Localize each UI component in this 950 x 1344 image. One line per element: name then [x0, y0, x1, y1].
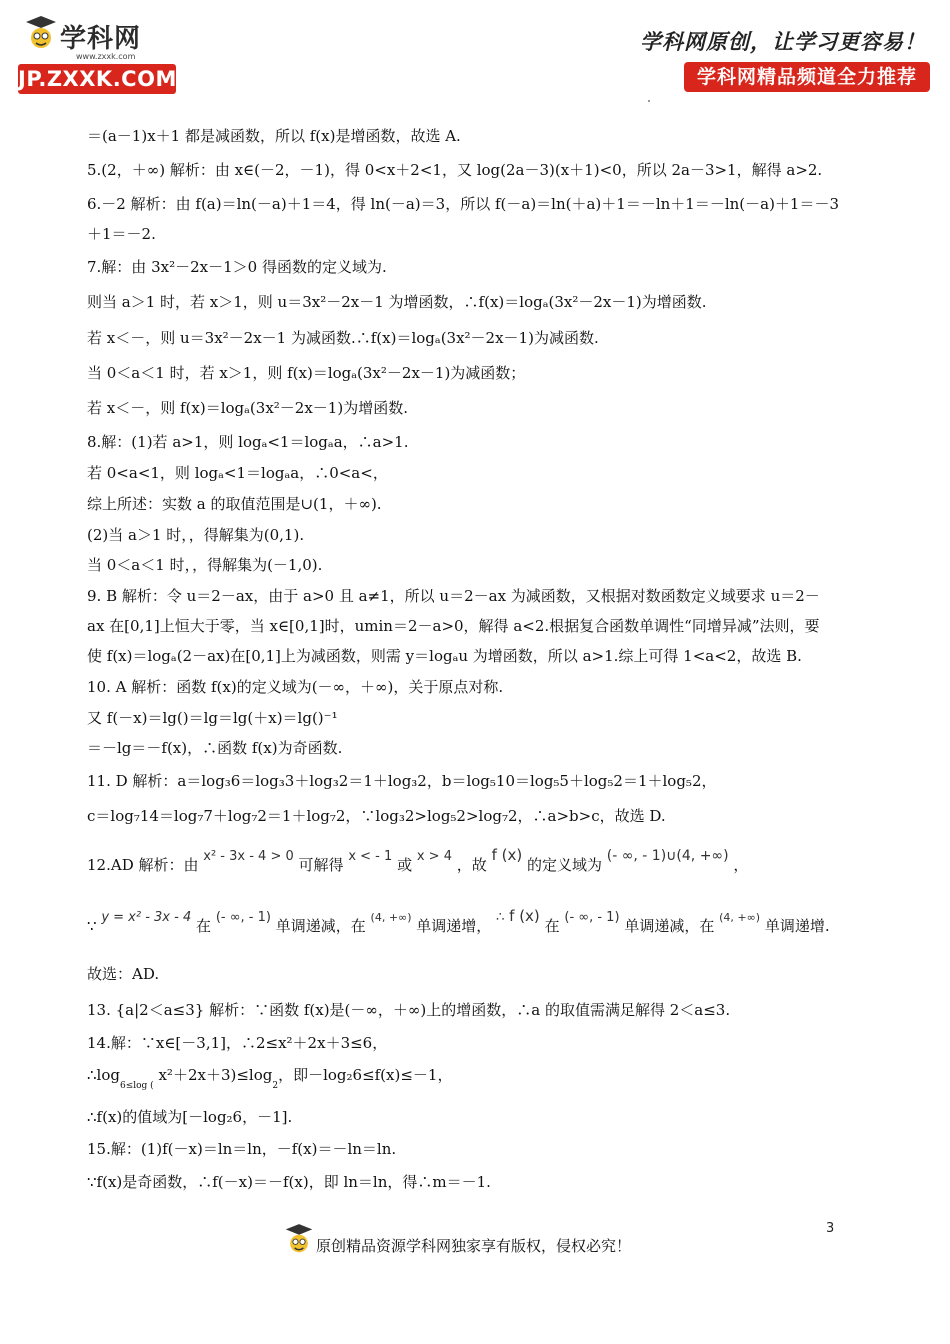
inline-formula: (- ∞, - 1)	[564, 910, 620, 925]
text-line: 11. D 解析：a＝log₃6＝log₃3＋log₃2＝1＋log₃2，b＝log₅10＝log₅5＋log₅2＝1＋log₅2，	[87, 772, 717, 790]
text-run: x²＋2x＋3)≤log	[158, 1066, 273, 1084]
inline-formula: f (x)	[509, 907, 540, 925]
text-line: ∴f(x)的值域为[－log₂6，－1].	[87, 1108, 293, 1126]
text-line: 综上所述：实数 a 的取值范围是∪(1，＋∞).	[87, 495, 382, 513]
mascot-icon	[24, 14, 58, 54]
formula-line-monotonic	[87, 907, 830, 938]
text-run: 12.AD 解析：由	[87, 856, 199, 874]
subscript: 2	[272, 1081, 279, 1091]
inline-formula: x² - 3x - 4 > 0	[203, 849, 294, 864]
text-line: 使 f(x)＝logₐ(2－ax)在[0,1]上为减函数，则需 y＝logₐu 为增函数，所以 a>1.综上可得 1<a<2，故选 B.	[87, 647, 802, 665]
subscript: 6≤log (	[119, 1081, 154, 1091]
inline-formula: (4, +∞)	[719, 911, 761, 924]
text-run: 在	[544, 917, 560, 935]
text-line: 10. A 解析：函数 f(x)的定义域为(－∞，＋∞)，关于原点对称.	[87, 678, 504, 696]
text-run: 可解得	[298, 856, 344, 874]
header-slogan: 学科网原创，让学习更容易！	[640, 29, 926, 54]
text-run: 在	[196, 917, 212, 935]
text-run: 单调递增，	[416, 917, 492, 935]
text-line: 若 x＜－，则 f(x)＝logₐ(3x²－2x－1)为增函数.	[87, 399, 408, 417]
inline-formula: (- ∞, - 1)	[215, 910, 271, 925]
logo-url-badge: JP.ZXXK.COM	[18, 64, 176, 94]
text-line: ∵f(x)是奇函数，∴f(－x)＝－f(x)，即 ln＝ln，得∴m＝－1.	[87, 1173, 491, 1191]
inline-formula: (4, +∞)	[370, 911, 412, 924]
text-line: 则当 a＞1 时，若 x＞1，则 u＝3x²－2x－1 为增函数，∴f(x)＝logₐ(3x²－2x－1)为增函数.	[87, 293, 707, 311]
text-run: ，故	[456, 856, 487, 874]
text-line: c＝log₇14＝log₇7＋log₇2＝1＋log₇2，∵log₃2>log₅2>log₇2，∴a>b>c，故选 D.	[87, 807, 666, 825]
text-run: ∴log	[87, 1066, 120, 1084]
mascot-icon	[284, 1221, 314, 1259]
formula-line-14	[87, 1065, 453, 1091]
text-run: ，	[733, 856, 749, 874]
page-header	[0, 0, 950, 110]
text-line: 当 0＜a＜1 时，，得解集为(－1,0).	[87, 556, 323, 574]
formula-line-12	[87, 846, 749, 877]
text-line: (2)当 a＞1 时，，得解集为(0,1).	[87, 526, 305, 544]
page-number: 3	[826, 1221, 835, 1236]
header-banner[interactable]: 学科网精品频道全力推荐	[684, 62, 930, 92]
text-line: 若 x＜－，则 u＝3x²－2x－1 为减函数.∴f(x)＝logₐ(3x²－2x－1)为减函数.	[87, 329, 599, 347]
text-line: 9. B 解析：令 u＝2－ax，由于 a>0 且 a≠1，所以 u＝2－ax 为减函数，又根据对数函数定义域要求 u＝2－	[87, 587, 820, 605]
text-line: 13. {a|2＜a≤3} 解析：∵函数 f(x)是(－∞，＋∞)上的增函数，∴a 的取值需满足解得 2＜a≤3.	[87, 1001, 731, 1019]
text-line: 7.解：由 3x²－2x－1＞0 得函数的定义域为.	[87, 258, 387, 276]
text-line: ＋1＝－2.	[87, 225, 156, 243]
text-line: 14.解：∵x∈[－3,1]，∴2≤x²＋2x＋3≤6，	[87, 1034, 388, 1052]
inline-formula: (- ∞, - 1)∪(4, +∞)	[606, 848, 729, 864]
zxxk-logo[interactable]	[18, 14, 178, 96]
text-line: ＝－lg＝－f(x)，∴函数 f(x)为奇函数.	[87, 739, 343, 757]
copyright-notice: 原创精品资源学科网独家享有版权，侵权必究！	[316, 1237, 632, 1255]
logo-small-url: www.zxxk.com	[76, 52, 136, 61]
text-run: ，即－log₂6≤f(x)≤－1，	[278, 1066, 453, 1084]
text-line: ＝(a－1)x＋1 都是减函数，所以 f(x)是增函数，故选 A.	[87, 127, 461, 145]
inline-formula: y = x² - 3x - 4	[101, 910, 192, 925]
text-run: 的定义域为	[526, 856, 602, 874]
text-line: 故选：AD.	[87, 965, 160, 983]
text-line: 5.(2，＋∞) 解析：由 x∈(－2，－1)，得 0<x＋2<1，又 log(2a－3)(x＋1)<0，所以 2a－3>1，解得 a>2.	[87, 161, 823, 179]
text-line: ax 在[0,1]上恒大于零，当 x∈[0,1]时，umin＝2－a>0，解得 a<2.根据复合函数单调性“同增异减”法则，要	[87, 617, 820, 635]
text-line: 6.－2 解析：由 f(a)＝ln(－a)＋1＝4，得 ln(－a)＝3，所以 f(－a)＝ln(＋a)＋1＝－ln＋1＝－ln(－a)＋1＝－3	[87, 195, 840, 213]
text-run: 或	[397, 856, 413, 874]
text-line: 又 f(－x)＝lg()＝lg＝lg(＋x)＝lg()⁻¹	[87, 709, 338, 727]
text-run: ∵	[87, 917, 97, 935]
text-run: 单调递增.	[764, 917, 830, 935]
text-line: 15.解：(1)f(－x)＝ln＝ln，－f(x)＝－ln＝ln.	[87, 1140, 397, 1158]
text-line: 当 0＜a＜1 时，若 x＞1，则 f(x)＝logₐ(3x²－2x－1)为减函数；	[87, 364, 526, 382]
text-line: 若 0<a<1，则 logₐ<1＝logₐa，∴0<a<，	[87, 464, 388, 482]
text-line: 8.解：(1)若 a>1，则 logₐ<1＝logₐa，∴a>1.	[87, 433, 409, 451]
page-footer	[0, 1215, 950, 1275]
stray-dot	[648, 100, 650, 102]
inline-formula: x < - 1	[348, 849, 393, 864]
inline-formula: f (x)	[491, 846, 523, 864]
inline-formula: x > 4	[416, 849, 452, 864]
text-run: 单调递减，在	[275, 917, 366, 935]
logo-text: 学科网	[60, 24, 142, 54]
inline-formula: ∴	[496, 910, 505, 925]
text-run: 单调递减，在	[624, 917, 715, 935]
